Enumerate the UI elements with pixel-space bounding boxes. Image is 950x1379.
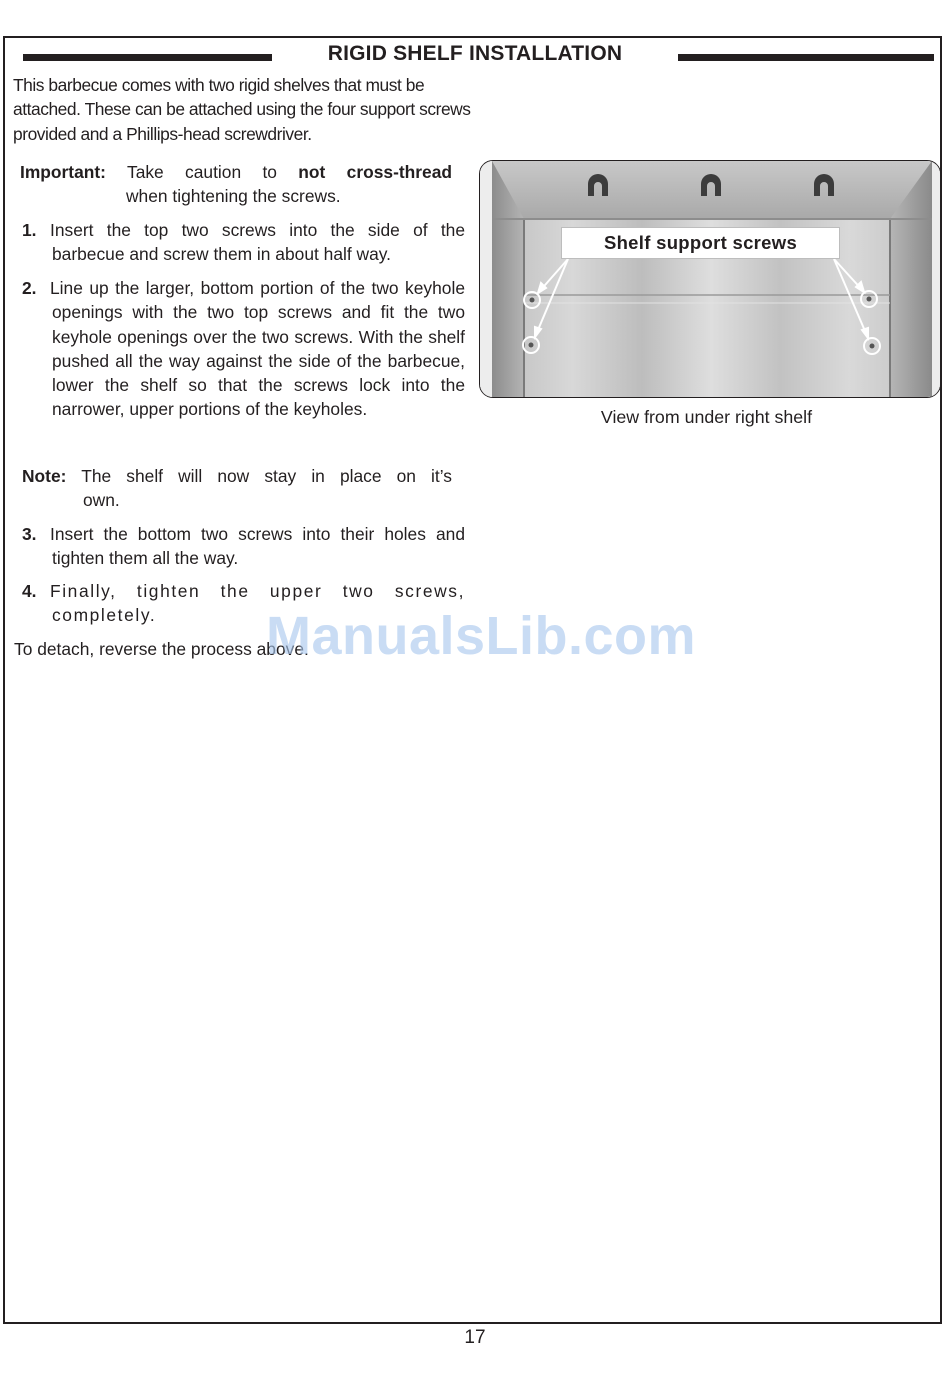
important-label: Important: bbox=[20, 162, 106, 182]
step-number: 2. bbox=[22, 278, 37, 298]
step-1 bbox=[22, 218, 465, 267]
important-text-before: Take caution to bbox=[105, 162, 299, 182]
step-text: Insert the bottom two screws into their holes and tighten them all the way. bbox=[50, 524, 465, 569]
detach-instruction: To detach, reverse the process above. bbox=[14, 639, 309, 659]
step-text: Insert the top two screws into the side of the barbecue and screw them in about half way. bbox=[50, 220, 465, 265]
watermark: ManualsLib.com bbox=[266, 606, 697, 666]
note-label: Note: bbox=[22, 466, 67, 486]
important-emphasis: not cross-thread bbox=[298, 162, 453, 182]
figure-caption: View from under right shelf bbox=[600, 407, 813, 427]
step-number: 4. bbox=[22, 581, 37, 601]
step-number: 1. bbox=[22, 220, 37, 240]
step-text: Line up the larger, bottom portion of the two keyhole openings with the two top screws and fit the two keyhole openings over the two screws. With the shelf pushed all the way against the side of the barbecue, lower the shelf so that the screws lock into the narrower, upper portions of the keyholes. bbox=[50, 278, 465, 420]
step-3 bbox=[22, 522, 465, 571]
step-number: 3. bbox=[22, 524, 37, 544]
title-rule-right bbox=[678, 54, 934, 61]
page-number: 17 bbox=[464, 1327, 486, 1348]
note-text-line2: own. bbox=[83, 490, 120, 511]
step-2 bbox=[22, 276, 465, 422]
intro-paragraph: This barbecue comes with two rigid shelves that must be attached. These can be attached using the four support screws provided and a Phillips-head screwdriver. bbox=[13, 75, 471, 144]
note-text-line1: The shelf will now stay in place on it’s bbox=[66, 466, 452, 486]
step-text: Finally, tighten the upper two screws, completely. bbox=[50, 581, 465, 626]
important-text-after: when tightening the screws. bbox=[126, 186, 341, 207]
note-notice bbox=[22, 464, 452, 513]
title-rule-left bbox=[23, 54, 272, 61]
page-title: RIGID SHELF INSTALLATION bbox=[327, 42, 623, 65]
shelf-photo bbox=[479, 160, 941, 398]
callout-label: Shelf support screws bbox=[561, 227, 840, 259]
important-notice bbox=[20, 160, 452, 209]
